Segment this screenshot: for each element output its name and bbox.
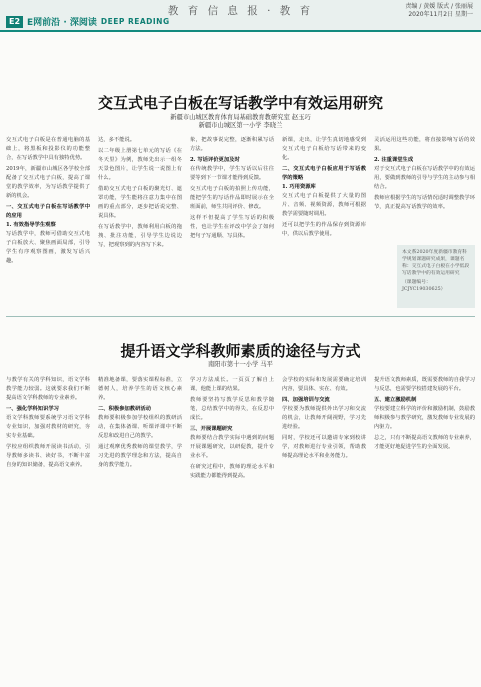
paragraph: 交互式电子白板是在普通电脑的基础上，将黑板和投影仪的功能整合，在写话教学中具有独特优势。 — [6, 137, 90, 161]
paragraph: 同时，学校还可以邀请专家到校讲学，对教师进行专业引领，帮助教师提高理论水平和业务能力。 — [282, 435, 366, 459]
section-subhead: 三、开展课题研究 — [190, 426, 233, 432]
section-subhead: 2. 注重课堂生成 — [374, 157, 414, 163]
article-1-column-5 — [374, 136, 475, 241]
paragraph: 学校要建立科学的评价和激励机制，鼓励教师积极参与教学研究，激发教师专业发展的内驱力。 — [374, 406, 475, 430]
article-1-column-2 — [98, 136, 182, 312]
masthead — [0, 0, 481, 32]
paragraph: 交互式电子白板提供了大量的图片、音频、视频资源，教师可根据教学需要随时调用。 — [282, 193, 366, 217]
paragraph: 交互式电子白板的拍照上传功能，能把学生的写话作品即时展示在全班面前，师生共同评价、修改。 — [190, 186, 274, 210]
paragraph: 学校应组织教师开展读书活动，引导教师多读书、读好书，不断丰富自身的知识储备，提高语文素养。 — [6, 444, 90, 468]
article-2-column-3 — [190, 376, 274, 682]
paragraph: 教师应根据学生的写话情况适时调整教学环节，真正提高写话教学的效率。 — [374, 195, 475, 210]
paragraph: 通过观摩优秀教师的课堂教学，学习先进的教学理念和方法，提高自身的教学能力。 — [98, 444, 182, 468]
section-header — [6, 15, 170, 28]
masthead-meta — [405, 3, 473, 19]
paragraph: 对于交互式电子白板在写话教学中的有效运用，要做到教师的引导与学生的主动参与相结合。 — [374, 166, 475, 190]
section-code: E2 — [6, 16, 23, 28]
article-divider — [6, 316, 475, 317]
issue-date: 2020年11月2日 星期一 — [408, 11, 473, 18]
paragraph: 这样不但提高了学生写话的积极性，也让学生在评改中学会了如何把句子写通顺、写具体。 — [190, 215, 274, 239]
section-subhead: 1. 巧用资源库 — [282, 184, 316, 190]
paragraph: 学校要为教师提供外出学习和交流的机会，让教师开阔视野，学习先进经验。 — [282, 406, 366, 430]
paragraph: 教师要坚持写教学反思和教学随笔，总结教学中的得失，在反思中成长。 — [190, 397, 274, 421]
paragraph: 精准地备课，要落实课程标准，立德树人，培养学生的语文核心素养。 — [98, 377, 182, 401]
paragraph: 借助交互式电子白板的聚光灯、遮罩功能，学生能将注意力集中在图画的重点部分，逐步把话说完整、说具体。 — [98, 186, 182, 219]
section-subhead: 五、建立激励机制 — [374, 397, 417, 403]
paragraph: 总之，只有不断提高语文教师的专业素养，才能更好地促进学生的全面发展。 — [374, 435, 475, 450]
project-code: （课题编号：JCJYC19030625） — [402, 280, 446, 292]
article-1-column-1 — [6, 136, 90, 312]
project-note-text: 本文系2020年度新疆市教育科学规划课题研究成果，课题名称：交互式电子白板在小学低段写话教学中的有效运用研究 — [402, 250, 470, 276]
article-2-column-1 — [6, 376, 90, 682]
paragraph: 学习方法成长。一页页了解自上课，他能上课的结果。 — [190, 377, 274, 392]
paragraph: 达，多不能说。 — [98, 137, 136, 143]
article-1-column-3 — [190, 136, 274, 312]
paragraph: 语文学科教师要系统学习语文学科专业知识，加强对教材的研究，夯实专业基础。 — [6, 415, 90, 439]
masthead-title: 教 育 信 息 报 · 教 育 — [167, 5, 314, 17]
article-2-column-5 — [374, 376, 475, 682]
section-subhead: 1. 有效指导学生观察 — [6, 222, 56, 228]
paragraph: 新课，走出，让学生真切地感受到交互式电子白板给写话带来的变化。 — [282, 137, 366, 161]
article-2-title: 提升语文学科教师素质的途径与方式 — [120, 342, 361, 360]
paragraph: 与教学有关的学科知识，语文学科教学能力较弱。这就要求我们不断提高语文学科教师的专业素养。 — [6, 377, 90, 401]
section-subhead: 一、强化学科知识学习 — [6, 406, 59, 412]
article-2-column-4 — [282, 376, 366, 682]
paragraph: 提升语文教师素质，既需要教师的自我学习与反思，也需要学校搭建发展的平台。 — [374, 377, 475, 392]
section-name: E网前沿 · 深阅读 — [27, 18, 97, 28]
paragraph: 在研究过程中，教师的理论水平和实践能力都能得到提高。 — [190, 464, 274, 479]
article-1-byline-2: 新疆市山城区第一小学 李晓兰 — [198, 122, 283, 129]
article-1-byline-1: 新疆市山城区教育体育局基础教育教研究室 赵玉巧 — [170, 114, 311, 121]
paragraph: 在写话教学中，教师利用白板的拖拽、批注功能，引导学生边说边写，把观察到的内容写下来。 — [98, 224, 182, 248]
section-subhead: 二、交互式电子白板应用于写话教学的策略 — [282, 166, 366, 181]
article-1-title: 交互式电子白板在写话教学中有效运用研究 — [97, 94, 383, 112]
paragraph: 2019年，新疆市山城区各学校全部配备了交互式电子白板，提高了课堂的教学效率，为写话教学提供了新的机会。 — [6, 166, 90, 199]
section-subhead: 二、积极参加教研活动 — [98, 406, 151, 412]
paragraph: 以二年级上册第七单元的写话《在冬天里》为例，教师先出示一组冬天景色图片，让学生说一说图上有什么。 — [98, 148, 182, 181]
paragraph: 教师要积极参加学校组织的教研活动，在集体备课、听课评课中不断反思和改进自己的教学。 — [98, 415, 182, 439]
article-2-byline: 南阳市第十一小学 马平 — [208, 361, 273, 368]
paragraph: 灵活运用这些功能，将直接影响写话的效果。 — [374, 137, 475, 152]
section-subhead: 四、加强培训与交流 — [282, 397, 330, 403]
paragraph: 写话教学中，教师可借助交互式电子白板放大、聚焦画面局部，引导学生有序观察图画，激发写话兴趣。 — [6, 231, 90, 264]
paragraph: 在传统教学中，学生写话以后往往要等到下一节课才能得到反馈。 — [190, 166, 274, 181]
section-subhead: 一、交互式电子白板在写话教学中的应用 — [6, 204, 90, 219]
section-english-name: DEEP READING — [100, 17, 170, 26]
project-note-box — [397, 245, 475, 308]
paragraph: 会学校的实际和发展需要确定培训内容，要具体、实在、有效。 — [282, 377, 366, 392]
editor-credit: 责编 / 黄媛 版式 / 张丽展 — [405, 3, 473, 10]
article-2-column-2 — [98, 376, 182, 682]
paragraph: 还可以把学生的作品保存到资源库中，供以后教学使用。 — [282, 222, 366, 237]
paragraph: 教师要结合教学实际中遇到的问题开展课题研究，以研促教，提升专业水平。 — [190, 435, 274, 459]
section-subhead: 2. 写话评价更加及时 — [190, 157, 240, 163]
article-1-column-4 — [282, 136, 366, 312]
paragraph: 象，把故事说完整，逐渐积累写话方法。 — [190, 137, 274, 152]
